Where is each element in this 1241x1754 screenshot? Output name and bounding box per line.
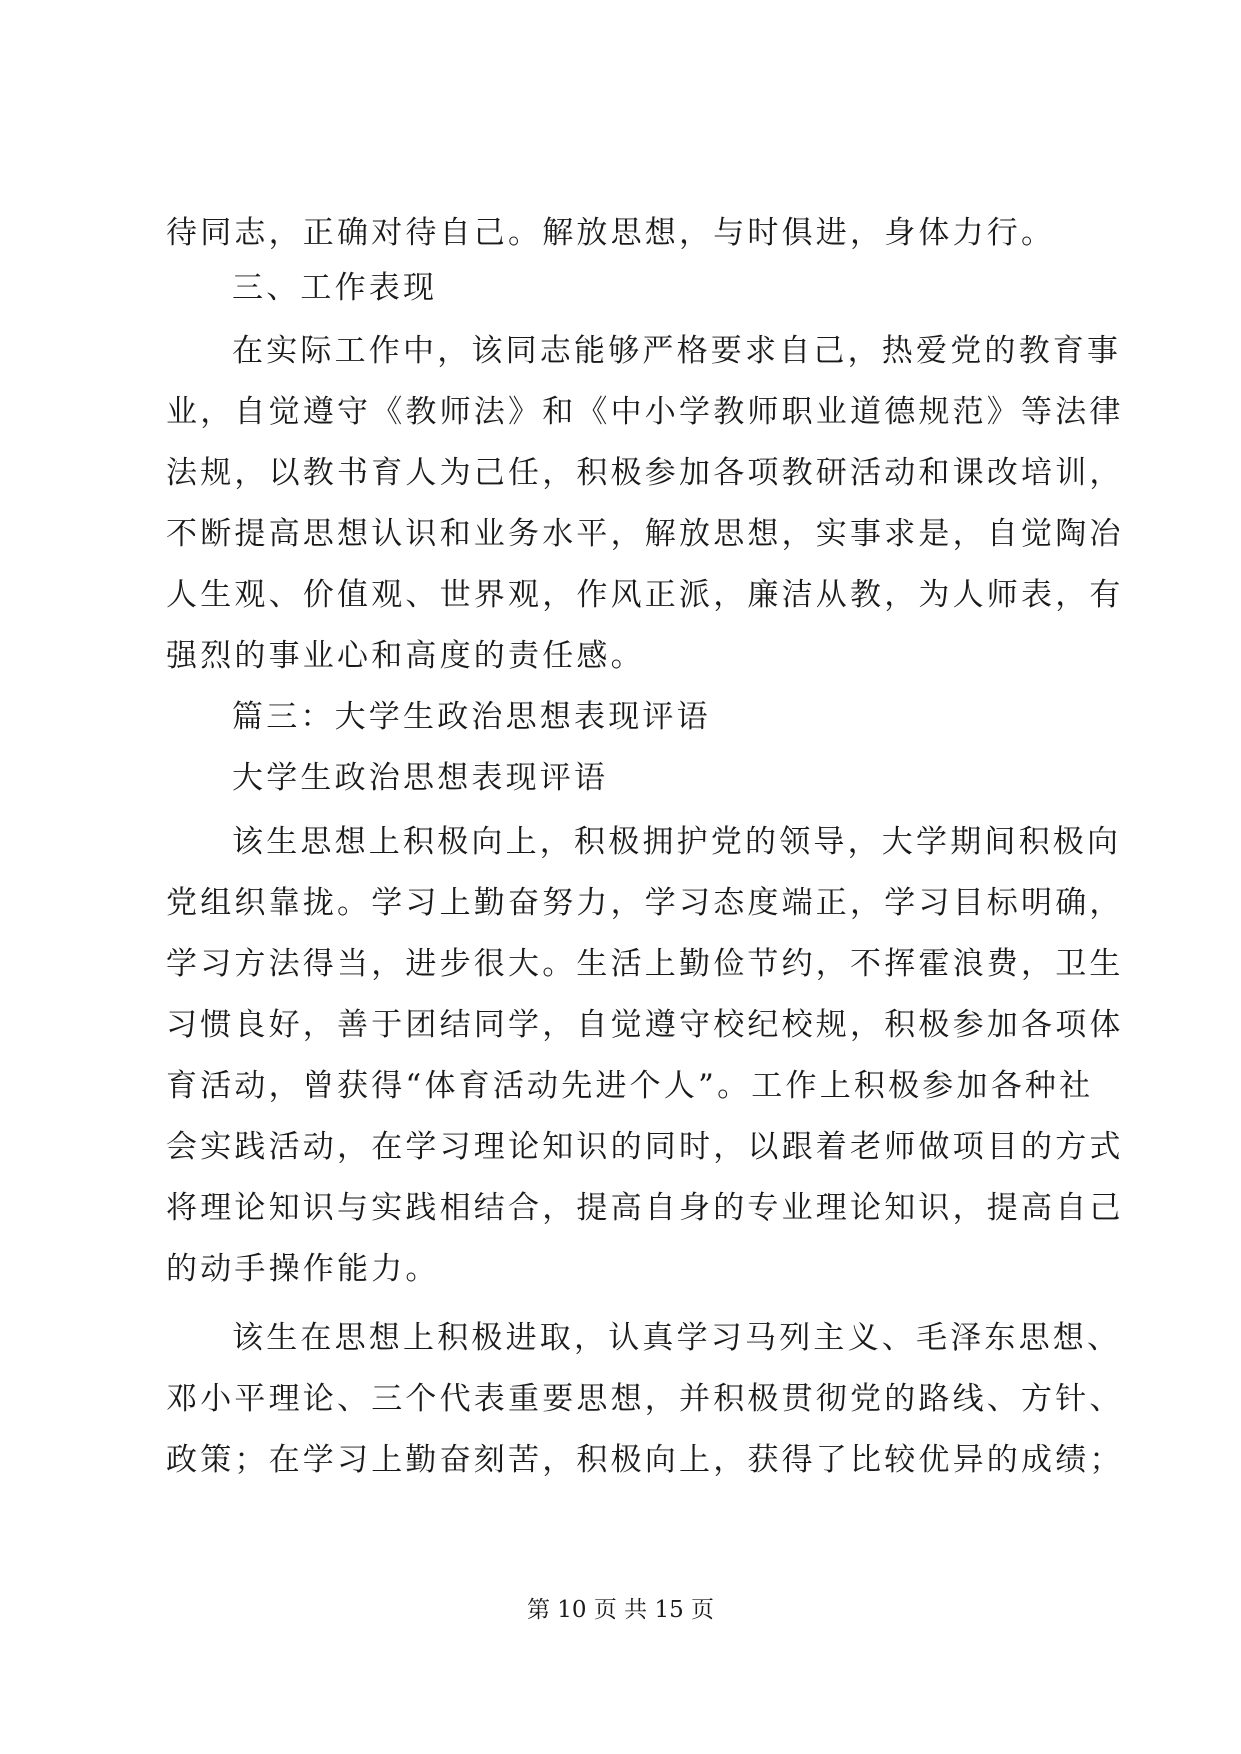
paragraph-line: 业，自觉遵守《教师法》和《中小学教师职业道德规范》等法律 <box>166 394 1124 430</box>
paragraph-line: 法规，以教书育人为己任，积极参加各项教研活动和课改培训， <box>166 455 1124 491</box>
paragraph-line: 育活动，曾获得“体育活动先进个人”。工作上积极参加各种社 <box>166 1068 1094 1104</box>
paragraph-line: 会实践活动，在学习理论知识的同时，以跟着老师做项目的方式 <box>166 1129 1124 1165</box>
paragraph-line: 邓小平理论、三个代表重要思想，并积极贯彻党的路线、方针、 <box>166 1381 1124 1417</box>
paragraph-line: 习惯良好，善于团结同学，自觉遵守校纪校规，积极参加各项体 <box>166 1007 1124 1043</box>
chapter-heading: 篇三：大学生政治思想表现评语 <box>232 699 711 735</box>
paragraph-line: 将理论知识与实践相结合，提高自身的专业理论知识，提高自己 <box>166 1190 1124 1226</box>
paragraph-line: 人生观、价值观、世界观，作风正派，廉洁从教，为人师表，有 <box>166 577 1124 613</box>
paragraph-line: 不断提高思想认识和业务水平，解放思想，实事求是，自觉陶冶 <box>166 516 1124 552</box>
paragraph-line: 在实际工作中，该同志能够严格要求自己，热爱党的教育事 <box>232 333 1122 369</box>
paragraph-line: 该生思想上积极向上，积极拥护党的领导，大学期间积极向 <box>232 824 1122 860</box>
paragraph-line: 该生在思想上积极进取，认真学习马列主义、毛泽东思想、 <box>232 1320 1122 1356</box>
section-heading: 三、工作表现 <box>232 270 438 306</box>
paragraph-line: 学习方法得当，进步很大。生活上勤俭节约，不挥霍浪费，卫生 <box>166 946 1124 982</box>
page-number-footer: 第 10 页 共 15 页 <box>526 1597 715 1623</box>
paragraph-line: 强烈的事业心和高度的责任感。 <box>166 638 645 674</box>
paragraph-line: 政策；在学习上勤奋刻苦，积极向上，获得了比较优异的成绩； <box>166 1442 1124 1478</box>
paragraph-line: 党组织靠拢。学习上勤奋努力，学习态度端正，学习目标明确， <box>166 885 1124 921</box>
paragraph-line: 的动手操作能力。 <box>166 1251 440 1287</box>
article-title: 大学生政治思想表现评语 <box>232 760 609 796</box>
paragraph-line: 待同志，正确对待自己。解放思想，与时俱进，身体力行。 <box>166 215 1056 251</box>
